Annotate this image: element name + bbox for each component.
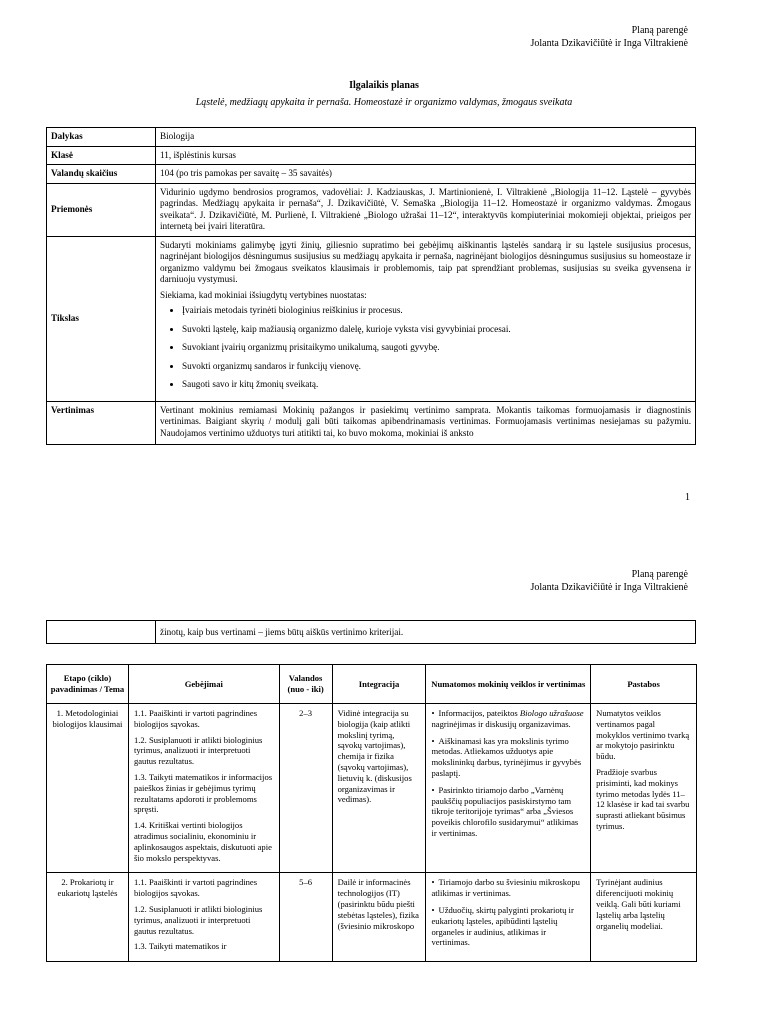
activity-item bbox=[431, 905, 585, 948]
info-label: Valandų skaičius bbox=[47, 165, 156, 184]
activity-text: Tiriamojo darbo su šviesiniu mikroskopu atlikimas ir vertinimas. bbox=[431, 877, 580, 899]
bullet-icon: • bbox=[431, 735, 435, 746]
header-authors: Jolanta Dzikavičiūtė ir Inga Viltrakienė bbox=[530, 38, 688, 49]
activity-item bbox=[431, 708, 585, 730]
info-value bbox=[156, 236, 696, 401]
values-intro: Siekiama, kad mokiniai išsiugdytų vertybines nuostatas: bbox=[160, 289, 367, 300]
table-row bbox=[47, 704, 697, 873]
list-item: • Suvokti ląstelę, kaip mažiausią organizmo dalelę, kurioje vyksta visi gyvybiniai procesai. bbox=[182, 324, 691, 336]
info-row-vertinimas-continued bbox=[47, 621, 696, 644]
page-header bbox=[531, 568, 689, 594]
document-page-2 bbox=[0, 548, 768, 1024]
bullet-icon: • bbox=[431, 708, 435, 718]
header-prepared-by: Planą parengė bbox=[631, 569, 688, 580]
column-header: Gebėjimai bbox=[128, 665, 279, 704]
list-item: • Saugoti savo ir kitų žmonių sveikatą. bbox=[182, 379, 691, 391]
info-row-tikslas bbox=[47, 236, 696, 401]
skills-cell bbox=[128, 704, 279, 873]
plan-table bbox=[46, 664, 697, 962]
activity-text: nagrinėjimas ir diskusijų organizavimas. bbox=[431, 718, 571, 729]
notes-cell bbox=[591, 873, 697, 962]
info-label: Tikslas bbox=[47, 236, 156, 401]
column-header: Integracija bbox=[332, 665, 426, 704]
values-list bbox=[160, 305, 691, 391]
info-value bbox=[156, 401, 696, 444]
integration-cell: Dailė ir informacinės technologijos (IT) (pasirinktu būdu piešti stebėtas ląsteles), fizika (šviesinio mikroskopo bbox=[332, 873, 426, 962]
column-header: Pastabos bbox=[591, 665, 697, 704]
info-value: Biologija bbox=[156, 128, 696, 147]
skill-item: 1.3. Taikyti matematikos ir informacijos paieškos žinias ir gebėjimus tyrimų rezultatams apdoroti ir problemoms spręsti. bbox=[133, 771, 273, 815]
list-item: • Įvairiais metodais tyrinėti biologinius reiškinius ir procesus. bbox=[182, 305, 691, 317]
goal-paragraph: Sudaryti mokiniams galimybę įgyti žinių, giliesnio supratimo bei gebėjimų aiškinantis ląstelės sandarą ir su ląstele susijusius procesus, nagrinėjant biologijos dėsningumus susijusius su medžiagų apykaita ir pernaša, nagrinėjant biologijos dėsningumus susijusius su homeostaze ir organizmo valdymu bei žmogaus sveikatos klausimais ir problemomis, taip pat sprendžiant problemas, susijusias su sveika gyvensena ir darniuoju vystymusi. bbox=[160, 239, 691, 284]
activity-text: Informacijos, pateiktos bbox=[438, 708, 520, 718]
column-header: Valandos (nuo - iki) bbox=[279, 665, 332, 704]
info-value: Vidurinio ugdymo bendrosios programos, vadovėliai: J. Kadziauskas, J. Martinionienė, I. Viltrakienė „Biologija 11–12. Ląstelė – gyvybės pagrindas. Medžiagų apykaita ir pernaša“, J. Dzikavičiūtė, V. Semaška „Biologija 11–12. Homeostazė ir organizmo valdymas. Žmogaus sveikata“. J. Dzikavičiūtė, M. Purlienė, I. Viltrakienė „Biologo užrašai 11–12“, interaktyvūs kompiuteriniai mokomieji objektai, prieigos per internetą bei įvairi literatūra. bbox=[156, 183, 696, 236]
skill-item: 1.1. Paaiškinti ir vartoti pagrindines biologijos sąvokas. bbox=[133, 708, 258, 729]
info-label bbox=[47, 621, 156, 644]
hours-cell: 5–6 bbox=[279, 873, 332, 962]
note-item: Tyrinėjant audinius diferencijuoti mokinių veiklą. Gali būti kuriami ląstelių arba ląstelių organelių modeliai. bbox=[596, 877, 681, 931]
page-gap bbox=[0, 520, 768, 548]
info-row-klase bbox=[47, 146, 696, 165]
assessment-text: Vertinant mokinius remiamasi Mokinių pažangos ir pasiekimų vertinimo samprata. Mokantis taikomas formuojamasis ir diagnostinis vertinimas. Baigiant skyrių / modulį gali būti taikomas apibendrinamasis vertinimas. Formuojamasis vertinimas nesiejamas su pažymiu. Naudojamos vertinimo užduotys turi atitikti tai, ko buvo mokoma, mokiniai iš anksto bbox=[160, 404, 691, 438]
activity-item bbox=[431, 736, 585, 779]
document-subtitle: Ląstelė, medžiagų apykaita ir pernaša. Homeostazė ir organizmo valdymas, žmogaus sveikata bbox=[195, 97, 573, 108]
bullet-icon: • bbox=[431, 784, 435, 795]
column-header: Numatomos mokinių veiklos ir vertinimas bbox=[426, 665, 591, 704]
notes-cell bbox=[591, 704, 697, 873]
hours-cell: 2–3 bbox=[279, 704, 332, 873]
info-table bbox=[46, 127, 696, 445]
activity-text: Pasirinkto tiriamojo darbo „Varnėnų paukščių populiacijos pasiskirstymo tam tikroje teritorijoje tyrimas“ arba „Šviesos poveikis chlorofilo susidarymui“ atlikimas ir vertinimas. bbox=[431, 784, 579, 838]
page-number: 1 bbox=[685, 492, 690, 503]
info-row-valandos bbox=[47, 165, 696, 184]
topic-cell: 1. Metodologiniai biologijos klausimai bbox=[47, 704, 129, 873]
column-header: Etapo (ciklo) pavadinimas / Tema bbox=[47, 665, 129, 704]
info-value: žinotų, kaip bus vertinami – jiems būtų aiškūs vertinimo kriterijai. bbox=[156, 621, 696, 644]
plan-header-row bbox=[47, 665, 697, 704]
list-item: • Suvokiant įvairių organizmų prisitaikymo unikalumą, saugoti gyvybę. bbox=[182, 342, 691, 354]
skill-item: 1.1. Paaiškinti ir vartoti pagrindines biologijos sąvokas. bbox=[133, 877, 258, 899]
activity-item bbox=[431, 877, 585, 899]
info-label: Dalykas bbox=[47, 128, 156, 147]
activity-item bbox=[431, 785, 585, 839]
bullet-icon: • bbox=[431, 877, 435, 888]
info-value: 104 (po tris pamokas per savaitę – 35 savaitės) bbox=[156, 165, 696, 184]
page-header bbox=[531, 24, 689, 50]
activity-text: Užduočių, skirtų palyginti prokariotų ir eukariotų ląsteles, apibūdinti ląstelių organeles ir audinius, atlikimas ir vertinimas. bbox=[431, 904, 574, 948]
activity-text-italic: Biologo užrašuose bbox=[519, 708, 584, 718]
skill-item: 1.2. Susiplanuoti ir atlikti biologinius tyrimus, analizuoti ir interpretuoti gautus rezultatus. bbox=[133, 903, 263, 936]
info-label: Vertinimas bbox=[47, 401, 156, 444]
info-row-vertinimas bbox=[47, 401, 696, 444]
info-row-priemones bbox=[47, 183, 696, 236]
info-label: Klasė bbox=[47, 146, 156, 165]
activities-cell bbox=[426, 873, 591, 962]
note-item: Numatytos veiklos vertinamos pagal mokyklos vertinimo tvarką ar mokytojo pasirinktu būdu. bbox=[596, 708, 690, 762]
note-item: Pradžioje svarbus prisiminti, kad mokinys tyrimo metodas lydės 11–12 klasėse ir kad tai svarbu suprasti atliekant būsimus tyrimus. bbox=[596, 766, 690, 831]
info-label: Priemonės bbox=[47, 183, 156, 236]
activity-text: Aiškinamasi kas yra mokslinis tyrimo metodas. Atliekamos užduotys apie mokslininkų darbus, tyrinėjimus ir gyvybės paslaptį. bbox=[431, 735, 582, 778]
bullet-icon: • bbox=[431, 904, 435, 915]
list-item: • Suvokti organizmų sandaros ir funkcijų vienovę. bbox=[182, 361, 691, 373]
skill-item: 1.4. Kritiškai vertinti biologijos atradimus socialiniu, ekonominiu ir aplinkosaugos aspektais, diskutuoti apie šio mokslo perspektyvas. bbox=[133, 820, 272, 863]
integration-cell: Vidinė integracija su biologija (kaip atlikti mokslinį tyrimą, sąvokų vartojimas), chemija ir fizika (sąvokų vartojimas), lietuvių k. (diskusijos organizavimas ir vedimas). bbox=[332, 704, 426, 873]
header-authors: Jolanta Dzikavičiūtė ir Inga Viltrakienė bbox=[530, 582, 688, 593]
info-table-continuation bbox=[46, 620, 696, 644]
skills-cell bbox=[128, 873, 279, 962]
info-row-dalykas bbox=[47, 128, 696, 147]
table-row bbox=[47, 873, 697, 962]
document-title: Ilgalaikis planas bbox=[349, 80, 419, 91]
info-value: 11, išplėstinis kursas bbox=[156, 146, 696, 165]
header-prepared-by: Planą parengė bbox=[631, 25, 688, 36]
skill-item: 1.2. Susiplanuoti ir atlikti biologinius tyrimus, analizuoti ir interpretuoti gautus rezultatus. bbox=[133, 734, 263, 767]
topic-cell: 2. Prokariotų ir eukariotų ląstelės bbox=[47, 873, 129, 962]
plan-table-container bbox=[46, 664, 697, 1024]
skill-item: 1.3. Taikyti matematikos ir bbox=[133, 941, 227, 952]
activities-cell bbox=[426, 704, 591, 873]
